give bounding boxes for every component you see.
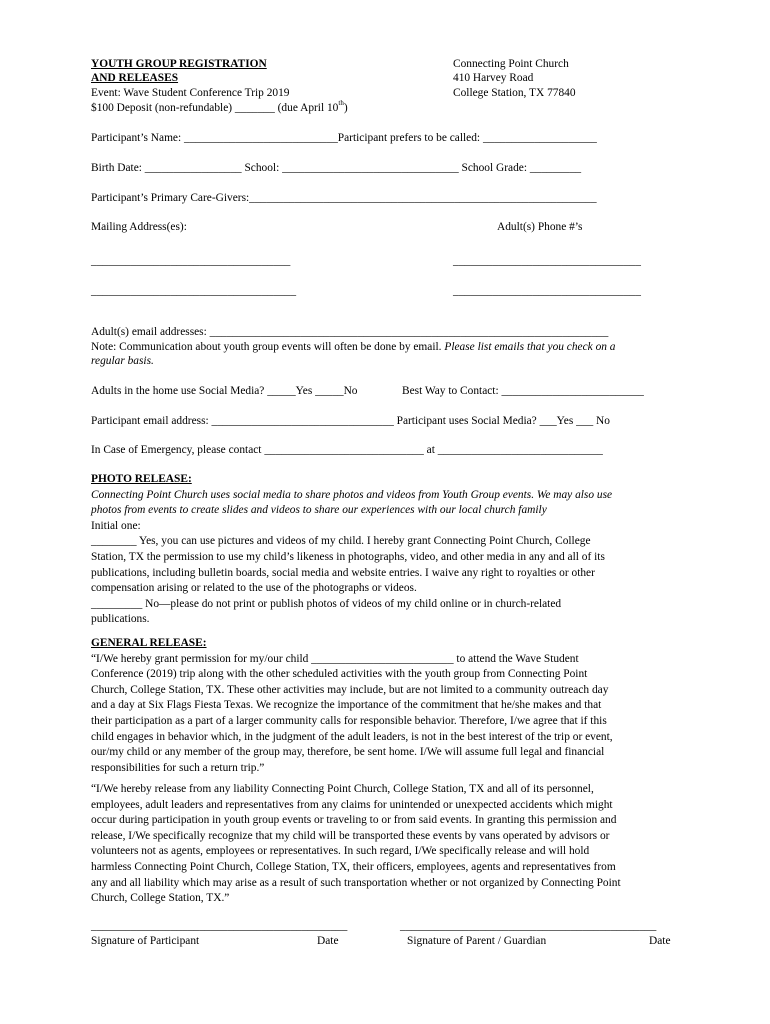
photo-yes-text-3: publications, including bulletin boards, social media and website entries. I waive any right to royalties or other: [91, 566, 595, 579]
release-p2-line1: “I/We hereby release from any liability Connecting Point Church, College Station, TX and all of its personnel,: [91, 783, 594, 795]
photo-release-heading: PHOTO RELEASE:: [91, 473, 192, 485]
release-p1-line3: Church, College Station, TX. These other activities may include, but are not limited to a community outreach day: [91, 683, 609, 696]
birth-school-field[interactable]: Birth Date: _________________ School: _______________________________ School Grade: _________: [91, 162, 582, 174]
release-p2-line4: release, I/We specifically recognize that my child will be transported these events by vans operated by advisors or: [91, 829, 610, 842]
participant-signature-label: Signature of Participant: [91, 935, 200, 947]
social-media-field[interactable]: Adults in the home use Social Media? _____Yes _____No: [91, 385, 358, 397]
phone-line-2[interactable]: _________________________________: [453, 285, 641, 297]
photo-release-section: [91, 472, 681, 628]
general-release-section: [91, 636, 681, 776]
release-p2-line7: any and all liability which may arise as a result of such transportation whether or not organized by Connecting Point: [91, 876, 621, 889]
release-p2-line3: occur during participation in youth group events or traveling to or from said events. In granting this permission and: [91, 814, 617, 827]
photo-no-text-2: publications.: [91, 613, 150, 626]
mailing-address-label: Mailing Address(es):: [91, 221, 187, 233]
email-note: Note: Communication about youth group events will often be done by email. Please list emails that you check on a: [91, 341, 616, 353]
release-p2-line8: Church, College Station, TX.”: [91, 892, 230, 905]
church-name: Connecting Point Church: [453, 58, 569, 70]
participant-date-label: Date: [317, 935, 339, 947]
photo-yes-text-2: Station, TX the permission to use my child’s likeness in photographs, video, and other media in any and all of its: [91, 550, 605, 563]
event-line: Event: Wave Student Conference Trip 2019: [91, 87, 290, 99]
email-note-cont: regular basis.: [91, 355, 154, 367]
church-street: 410 Harvey Road: [453, 72, 534, 84]
release-p2-line5: volunteers not as agents, employees or representatives. In such regard, I/We specifically release and will hold: [91, 845, 590, 858]
participant-signature-line[interactable]: _____________________________________________: [91, 920, 348, 932]
photo-yes-option[interactable]: ________ Yes, you can use pictures and videos of my child. I hereby grant Connecting Point Church, College: [91, 535, 591, 548]
release-p1-line6: child engages in behavior which, in the judgment of the adult leaders, is not in the best interest of the trip or event,: [91, 730, 613, 743]
release-p2-line6: harmless Connecting Point Church, College Station, TX, their officers, employees, agents and representatives from: [91, 860, 616, 873]
photo-no-option[interactable]: _________ No—please do not print or publish photos of videos of my child online or in church-related: [91, 597, 562, 610]
best-way-field[interactable]: Best Way to Contact: _________________________: [402, 385, 644, 397]
participant-name-field[interactable]: Participant’s Name: ___________________________Participant prefers to be called: ____________________: [91, 132, 597, 144]
caregivers-field[interactable]: Participant’s Primary Care-Givers:_____________________________________________________________: [91, 192, 597, 204]
release-p1-line7: our/my child or any member of the group may, therefore, be sent home. I/We will assume full legal and financial: [91, 746, 605, 759]
release-p1-line1[interactable]: “I/We hereby grant permission for my/our child _________________________ to attend the Wave Student: [91, 652, 579, 665]
photo-intro-1: Connecting Point Church uses social media to share photos and videos from Youth Group events. We may also use: [91, 488, 613, 501]
photo-intro-2: photos from events to create slides and videos to share our experiences with our local church family: [91, 504, 547, 517]
release-p1-line2: Conference (2019) trip along with the other scheduled activities with the youth group from Connecting Point: [91, 668, 588, 681]
release-p1-line5: their participation as a part of a larger community calls for responsible behavior. Therefore, I/we agree that if this: [91, 714, 607, 727]
form-title-line1: YOUTH GROUP REGISTRATION: [91, 58, 267, 70]
release-p1-line8: responsibilities for such a return trip.”: [91, 761, 265, 774]
email-addresses-field[interactable]: Adult(s) email addresses: ______________________________________________________________________: [91, 326, 609, 338]
participant-email-field[interactable]: Participant email address: ________________________________ Participant uses Social Media? ___Yes ___ No: [91, 415, 610, 427]
mailing-address-line-2[interactable]: ____________________________________: [91, 285, 297, 297]
liability-release-paragraph: [91, 782, 681, 907]
phone-label: Adult(s) Phone #’s: [497, 221, 583, 233]
phone-line-1[interactable]: _________________________________: [453, 255, 641, 267]
church-city: College Station, TX 77840: [453, 87, 576, 99]
parent-date-label: Date: [649, 935, 671, 947]
parent-signature-label: Signature of Parent / Guardian: [407, 935, 547, 947]
release-p2-line2: employees, adult leaders and representatives from any claims for unintended or unexpected accidents which might: [91, 798, 613, 811]
initial-label: Initial one:: [91, 519, 141, 532]
parent-signature-line[interactable]: _____________________________________________: [400, 920, 657, 932]
deposit-line: $100 Deposit (non-refundable) _______ (due April 10th): [91, 99, 348, 114]
photo-yes-text-4: compensation arising or related to the use of the photographs or videos.: [91, 582, 417, 595]
general-release-heading: GENERAL RELEASE:: [91, 637, 207, 649]
form-title-line2: AND RELEASES: [91, 72, 179, 84]
emergency-contact-field[interactable]: In Case of Emergency, please contact ____________________________ at _____________________________: [91, 444, 603, 456]
mailing-address-line-1[interactable]: ___________________________________: [91, 255, 291, 267]
release-p1-line4: and a day at Six Flags Fiesta Texas. We recognize the importance of the commitment that he/she makes and that: [91, 699, 602, 712]
